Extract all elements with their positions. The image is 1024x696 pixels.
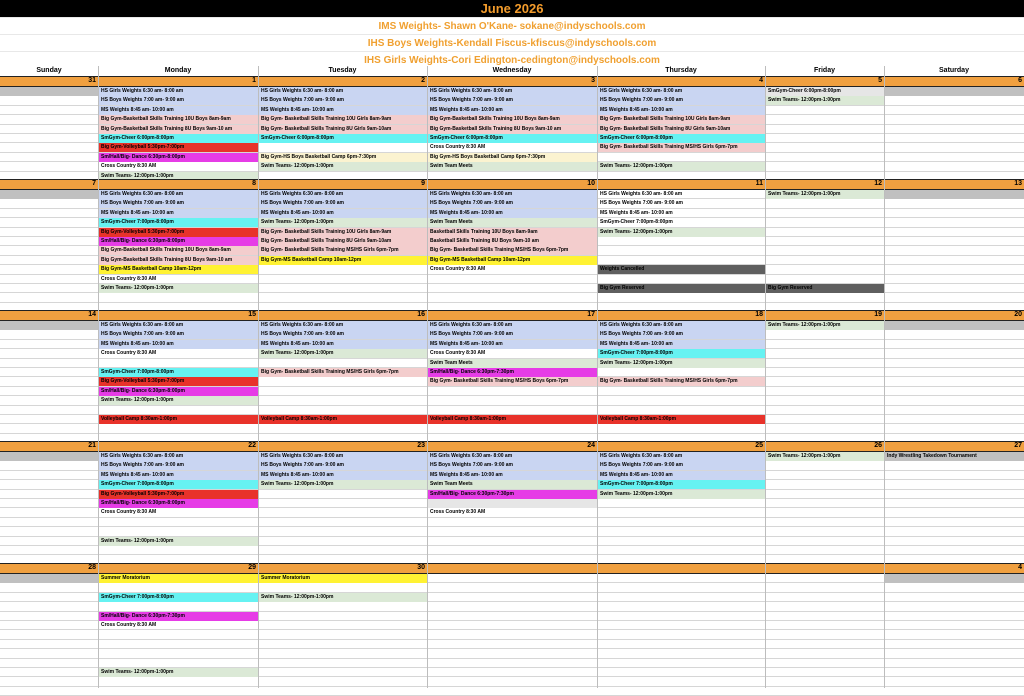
calendar-event[interactable]: Swim Teams- 12:00pm-1:00pm (259, 593, 427, 602)
calendar-event[interactable]: Swim Teams- 12:00pm-1:00pm (766, 190, 884, 199)
calendar-event[interactable]: HS Boys Weights 7:00 am- 9:00 am (428, 199, 597, 208)
calendar-event[interactable]: Volleyball Camp 8:30am-1:00pm (259, 415, 427, 424)
calendar-event[interactable]: HS Girls Weights 6:30 am- 8:00 am (99, 190, 258, 199)
calendar-event[interactable]: Big Gym-HS Boys Basketball Camp 6pm-7:30pm (428, 153, 597, 162)
empty-slot (99, 527, 258, 536)
calendar-event[interactable]: Swim Team Meets (428, 218, 597, 227)
calendar-event[interactable]: Swim Teams- 12:00pm-1:00pm (259, 480, 427, 489)
calendar-event[interactable]: HS Boys Weights 7:00 am- 9:00 am (600, 200, 683, 207)
weekend-shade (0, 87, 98, 96)
calendar-event[interactable]: Big Gym- Basketball Skills Training 10U Girls 8am-9am (259, 228, 427, 237)
calendar-event[interactable]: Sm/Hall/Big- Dance 6:30pm-7:30pm (99, 612, 258, 621)
date-number: 8 (252, 180, 256, 187)
calendar-event[interactable]: Cross Country 8:30 AM (101, 163, 157, 170)
date-number: 22 (248, 442, 256, 449)
calendar-event[interactable]: Big Gym- Basketball Skills Training MS/HS Boys 6pm-7pm (428, 246, 597, 255)
day-header-monday: Monday (164, 67, 192, 74)
calendar-event[interactable]: Sm/Hall/Big- Dance 6:30pm-8:00pm (99, 499, 258, 508)
calendar-event[interactable]: Cross Country 8:30 AM (430, 350, 486, 357)
date-number: 17 (587, 311, 595, 318)
calendar-event[interactable]: Swim Teams- 12:00pm-1:00pm (259, 162, 427, 171)
calendar-event[interactable]: Big Gym-Basketball Skills Training 8U Boys 9am-10 am (99, 256, 258, 265)
calendar-event[interactable]: HS Girls Weights 6:30 am- 8:00 am (600, 191, 683, 197)
empty-slot (259, 583, 427, 592)
calendar-event[interactable]: Swim Teams- 12:00pm-1:00pm (598, 490, 765, 499)
empty-slot (766, 265, 884, 274)
empty-slot (259, 396, 427, 405)
calendar-event[interactable]: Big Gym- Basketball Skills Training 10U Girls 8am-9am (598, 115, 765, 124)
empty-slot (99, 406, 258, 415)
empty-slot (99, 359, 258, 368)
empty-slot (99, 602, 258, 611)
weekend-shade (0, 574, 98, 583)
calendar-event[interactable]: Big Gym-Volleyball 5:30pm-7:00pm (99, 490, 258, 499)
column-divider (884, 66, 885, 688)
date-number: 19 (874, 311, 882, 318)
calendar-event[interactable]: Swim Teams- 12:00pm-1:00pm (598, 359, 765, 368)
calendar-event[interactable]: Swim Teams- 12:00pm-1:00pm (766, 452, 884, 461)
weekend-shade (884, 190, 1024, 199)
calendar-event[interactable]: Big Gym-Basketball Skills Training 8U Boys 9am-10 am (99, 125, 258, 134)
calendar-title: June 2026 (0, 0, 1024, 17)
calendar-event[interactable]: MS Weights 8:45 am- 10:00 am (259, 471, 427, 480)
calendar-event[interactable]: Swim Teams- 12:00pm-1:00pm (766, 321, 884, 330)
calendar-event[interactable]: Sm/Hall/Big- Dance 6:30pm-8:00pm (99, 237, 258, 246)
calendar-event[interactable]: MS Weights 8:45 am- 10:00 am (428, 471, 597, 480)
calendar-event[interactable]: Big Gym-MS Basketball Camp 10am-12pm (259, 256, 427, 265)
calendar-event[interactable]: Cross Country 8:30 AM (430, 144, 486, 151)
date-number: 26 (874, 442, 882, 449)
calendar-event[interactable]: Cross Country 8:30 AM (101, 509, 157, 516)
calendar-event[interactable]: HS Girls Weights 6:30 am- 8:00 am (259, 190, 427, 199)
calendar-event[interactable]: Swim Team Meets (428, 359, 597, 368)
calendar-event[interactable]: Swim Teams- 12:00pm-1:00pm (99, 284, 258, 293)
calendar-event[interactable]: Volleyball Camp 8:30am-1:00pm (428, 415, 597, 424)
date-number: 14 (88, 311, 96, 318)
calendar-event[interactable]: HS Girls Weights 6:30 am- 8:00 am (428, 321, 597, 330)
calendar-event[interactable]: Big Gym- Basketball Skills Training MS/HS Boys 6pm-7pm (428, 377, 597, 386)
calendar-event[interactable]: MS Weights 8:45 am- 10:00 am (259, 209, 427, 218)
date-number: 21 (88, 442, 96, 449)
empty-slot (766, 218, 884, 227)
date-number: 13 (1014, 180, 1022, 187)
calendar-event[interactable]: HS Girls Weights 6:30 am- 8:00 am (598, 452, 765, 461)
column-divider (427, 66, 428, 688)
calendar-event[interactable]: HS Boys Weights 7:00 am- 9:00 am (259, 96, 427, 105)
calendar-event[interactable]: MS Weights 8:45 am- 10:00 am (99, 209, 258, 218)
calendar-event[interactable]: SmGym-Cheer 7:00pm-8:00pm (598, 349, 765, 358)
empty-slot (598, 406, 765, 415)
calendar-event[interactable]: Summer Moratorium (259, 574, 427, 583)
calendar-event[interactable]: MS Weights 8:45 am- 10:00 am (99, 471, 258, 480)
empty-slot (99, 518, 258, 527)
column-divider (98, 66, 99, 688)
calendar-event[interactable]: Swim Teams- 12:00pm-1:00pm (99, 537, 258, 546)
date-number: 25 (755, 442, 763, 449)
date-number: 15 (248, 311, 256, 318)
calendar-event[interactable]: HS Boys Weights 7:00 am- 9:00 am (428, 330, 597, 339)
calendar-event[interactable]: Big Gym-Basketball Skills Training 10U Boys 8am-9am (99, 115, 258, 124)
calendar-event[interactable]: Big Gym-MS Basketball Camp 10am-12pm (99, 265, 258, 274)
calendar-event[interactable]: Swim Teams- 12:00pm-1:00pm (99, 668, 258, 677)
date-number: 6 (1018, 77, 1022, 84)
empty-slot (428, 406, 597, 415)
weekend-shade (884, 321, 1024, 330)
calendar-event[interactable]: Big Gym-Volleyball 5:30pm-7:00pm (99, 228, 258, 237)
empty-slot (99, 659, 258, 668)
empty-slot (99, 649, 258, 658)
calendar-event[interactable]: Swim Teams- 12:00pm-1:00pm (598, 228, 765, 237)
calendar-event[interactable]: Basketball Skills Training 10U Boys 8am-9am (428, 228, 597, 237)
calendar-event[interactable]: MS Weights 8:45 am- 10:00 am (598, 340, 765, 349)
calendar-event[interactable]: Sm/Hall/Big- Dance 6:30pm-8:00pm (99, 387, 258, 396)
date-number: 24 (587, 442, 595, 449)
calendar-event[interactable]: MS Weights 8:45 am- 10:00 am (598, 106, 765, 115)
empty-slot (598, 246, 765, 255)
calendar-event[interactable]: HS Boys Weights 7:00 am- 9:00 am (259, 199, 427, 208)
date-number: 9 (421, 180, 425, 187)
row-divider (0, 433, 1024, 434)
calendar-event[interactable]: HS Girls Weights 6:30 am- 8:00 am (428, 190, 597, 199)
calendar-event[interactable]: Big Gym- Basketball Skills Training MS/HS Girls 6pm-7pm (259, 246, 427, 255)
empty-slot (428, 499, 597, 508)
day-header-friday: Friday (813, 67, 835, 74)
calendar-event[interactable]: Swim Teams- 12:00pm-1:00pm (259, 349, 427, 358)
weekend-shade (884, 574, 1024, 583)
calendar-event[interactable]: SmGym-Cheer 7:00pm-8:00pm (99, 593, 258, 602)
calendar-event[interactable]: Summer Moratorium (99, 574, 258, 583)
row-divider (0, 686, 1024, 687)
date-number: 4 (759, 77, 763, 84)
calendar-event[interactable]: MS Weights 8:45 am- 10:00 am (259, 106, 427, 115)
calendar-event[interactable]: SmGym-Cheer 6:00pm-8:00pm (99, 134, 258, 143)
empty-slot (598, 256, 765, 265)
calendar-event[interactable]: HS Boys Weights 7:00 am- 9:00 am (99, 461, 258, 470)
empty-slot (259, 387, 427, 396)
calendar-event[interactable]: Big Gym-Volleyball 5:30pm-7:00pm (99, 143, 258, 152)
column-divider (597, 66, 598, 688)
calendar-event[interactable]: HS Boys Weights 7:00 am- 9:00 am (428, 96, 597, 105)
calendar-event[interactable]: Swim Team Meets (428, 162, 597, 171)
day-header-wednesday: Wednesday (492, 67, 532, 74)
empty-slot (598, 237, 765, 246)
empty-slot (259, 377, 427, 386)
empty-slot (259, 359, 427, 368)
date-number: 3 (591, 77, 595, 84)
empty-slot (598, 387, 765, 396)
day-header-sunday: Sunday (36, 67, 62, 74)
weekend-shade (0, 452, 98, 461)
date-number: 10 (587, 180, 595, 187)
date-number: 1 (252, 77, 256, 84)
empty-slot (598, 153, 765, 162)
date-number: 30 (417, 564, 425, 571)
date-number: 27 (1014, 442, 1022, 449)
weekend-shade (884, 87, 1024, 96)
calendar-event[interactable]: SmGym-Cheer 7:00pm-8:00pm (99, 218, 258, 227)
calendar-event[interactable]: Volleyball Camp 8:30am-1:00pm (99, 415, 258, 424)
calendar-event[interactable]: SmGym-Cheer 6:00pm-8:00pm (598, 134, 765, 143)
calendar-event[interactable]: SmGym-Cheer 7:00pm-8:00pm (598, 480, 765, 489)
weekend-shade (0, 321, 98, 330)
calendar-event[interactable]: Sm/Hall/Big- Dance 6:30pm-8:00pm (99, 153, 258, 162)
calendar-event[interactable]: MS Weights 8:45 am- 10:00 am (259, 340, 427, 349)
calendar-event[interactable]: Volleyball Camp 8:30am-1:00pm (598, 415, 765, 424)
calendar-event[interactable]: Weights Cancelled (598, 265, 765, 274)
calendar-event[interactable]: Big Gym-Basketball Skills Training 10U Boys 8am-9am (99, 246, 258, 255)
date-number: 2 (421, 77, 425, 84)
calendar-event[interactable]: Cross Country 8:30 AM (101, 275, 157, 282)
calendar-event[interactable]: Swim Teams- 12:00pm-1:00pm (766, 96, 884, 105)
calendar-event[interactable]: MS Weights 8:45 am- 10:00 am (428, 340, 597, 349)
calendar-event[interactable]: Cross Country 8:30 AM (101, 622, 157, 628)
calendar-event[interactable]: MS Weights 8:45 am- 10:00 am (428, 106, 597, 115)
date-number (427, 563, 595, 572)
calendar-event[interactable]: Big Gym- Basketball Skills Training MS/HS Girls 6pm-7pm (598, 377, 765, 386)
empty-slot (598, 396, 765, 405)
day-header-thursday: Thursday (665, 67, 697, 74)
empty-slot (428, 387, 597, 396)
calendar-event[interactable]: SmGym-Cheer 7:00pm-8:00pm (99, 368, 258, 377)
date-number: 4 (1018, 564, 1022, 571)
row-divider (0, 302, 1024, 303)
calendar-event[interactable]: Sm/Hall/Big- Dance 6:30pm-7:30pm (428, 368, 597, 377)
calendar-event[interactable]: HS Boys Weights 7:00 am- 9:00 am (598, 461, 765, 470)
date-number: 12 (874, 180, 882, 187)
column-divider (258, 66, 259, 688)
date-number: 28 (88, 564, 96, 571)
empty-slot (766, 246, 884, 255)
calendar-event[interactable]: HS Girls Weights 6:30 am- 8:00 am (598, 87, 765, 96)
calendar-event[interactable]: HS Boys Weights 7:00 am- 9:00 am (99, 199, 258, 208)
contact-line-ihs-boys: IHS Boys Weights-Kendall Fiscus-kfiscus@indyschools.com (0, 34, 1024, 52)
calendar-event[interactable]: MS Weights 8:45 am- 10:00 am (99, 106, 258, 115)
calendar-event[interactable]: Cross Country 8:30 AM (430, 509, 486, 516)
calendar-event[interactable]: HS Boys Weights 7:00 am- 9:00 am (598, 96, 765, 105)
calendar-event[interactable]: Swim Teams- 12:00pm-1:00pm (598, 162, 765, 171)
empty-slot (259, 143, 427, 152)
calendar-event[interactable]: HS Boys Weights 7:00 am- 9:00 am (99, 330, 258, 339)
calendar-event[interactable]: Swim Teams- 12:00pm-1:00pm (259, 218, 427, 227)
calendar-event[interactable]: Indy Wrestling Takedown Tournament (887, 453, 977, 459)
date-number: 31 (88, 77, 96, 84)
calendar-event[interactable]: HS Girls Weights 6:30 am- 8:00 am (99, 321, 258, 330)
calendar-event[interactable]: Sm/Hall/Big- Dance 6:30pm-7:30pm (428, 490, 597, 499)
calendar-event[interactable]: Swim Teams- 12:00pm-1:00pm (99, 396, 258, 405)
empty-slot (766, 256, 884, 265)
calendar-event[interactable]: Big Gym- Basketball Skills Training MS/HS Girls 6pm-7pm (259, 368, 427, 377)
calendar-event[interactable]: Swim Team Meets (428, 480, 597, 489)
calendar-event[interactable]: Big Gym-Basketball Skills Training 8U Boys 9am-10 am (428, 125, 597, 134)
calendar-event[interactable]: HS Girls Weights 6:30 am- 8:00 am (259, 452, 427, 461)
calendar-event[interactable]: MS Weights 8:45 am- 10:00 am (99, 340, 258, 349)
calendar-event[interactable]: MS Weights 8:45 am- 10:00 am (428, 209, 597, 218)
calendar-event[interactable]: Big Gym- Basketball Skills Training MS/HS Girls 6pm-7pm (598, 143, 765, 152)
calendar-event[interactable]: SmGym-Cheer 6:00pm-8:00pm (766, 87, 884, 96)
empty-slot (766, 237, 884, 246)
calendar-event[interactable]: Cross Country 8:30 AM (430, 266, 486, 273)
date-number: 18 (755, 311, 763, 318)
calendar-event[interactable]: HS Girls Weights 6:30 am- 8:00 am (428, 87, 597, 96)
empty-slot (598, 275, 765, 284)
calendar-event[interactable]: HS Girls Weights 6:30 am- 8:00 am (99, 87, 258, 96)
empty-slot (99, 583, 258, 592)
date-number: 5 (878, 77, 882, 84)
calendar-event[interactable]: HS Girls Weights 6:30 am- 8:00 am (598, 321, 765, 330)
calendar-event[interactable]: SmGym-Cheer 7:00pm-8:00pm (600, 219, 673, 226)
empty-slot (766, 275, 884, 284)
calendar-event[interactable]: HS Girls Weights 6:30 am- 8:00 am (259, 321, 427, 330)
calendar-event[interactable]: HS Boys Weights 7:00 am- 9:00 am (99, 96, 258, 105)
calendar-event[interactable]: Big Gym-MS Basketball Camp 10am-12pm (428, 256, 597, 265)
date-number: 11 (755, 180, 763, 187)
calendar-event[interactable]: Big Gym- Basketball Skills Training 8U Girls 9am-10am (259, 237, 427, 246)
date-number: 23 (417, 442, 425, 449)
calendar-event[interactable]: HS Girls Weights 6:30 am- 8:00 am (259, 87, 427, 96)
date-number (597, 563, 763, 572)
day-header-row (0, 66, 1024, 76)
empty-slot (598, 368, 765, 377)
calendar-event[interactable]: Big Gym-Volleyball 5:30pm-7:00pm (99, 377, 258, 386)
contact-line-ims: IMS Weights- Shawn O'Kane- sokane@indyschools.com (0, 17, 1024, 35)
calendar-event[interactable]: SmGym-Cheer 6:00pm-8:00pm (428, 134, 597, 143)
date-number: 20 (1014, 311, 1022, 318)
day-header-saturday: Saturday (939, 67, 969, 74)
calendar-event[interactable]: Big Gym- Basketball Skills Training 10U Girls 8am-9am (259, 115, 427, 124)
contact-line-ihs-girls: IHS Girls Weights-Cori Edington-cedington@indyschools.com (0, 51, 1024, 69)
calendar-event[interactable]: HS Boys Weights 7:00 am- 9:00 am (428, 461, 597, 470)
calendar-event[interactable]: Big Gym- Basketball Skills Training 8U Girls 9am-10am (259, 125, 427, 134)
date-number: 16 (417, 311, 425, 318)
empty-slot (428, 396, 597, 405)
empty-slot (766, 199, 884, 208)
date-number: 29 (248, 564, 256, 571)
calendar-event[interactable]: Big Gym-HS Boys Basketball Camp 6pm-7:30pm (259, 153, 427, 162)
weekend-shade (0, 190, 98, 199)
column-divider (765, 66, 766, 688)
empty-slot (766, 228, 884, 237)
empty-slot (259, 406, 427, 415)
calendar-event[interactable]: Basketball Skills Training 8U Boys 9am-10 am (428, 237, 597, 246)
calendar-event[interactable]: MS Weights 8:45 am- 10:00 am (600, 209, 673, 216)
calendar-event[interactable]: Big Gym-Basketball Skills Training 10U Boys 8am-9am (428, 115, 597, 124)
calendar-event[interactable]: HS Boys Weights 7:00 am- 9:00 am (259, 330, 427, 339)
calendar-event[interactable]: HS Girls Weights 6:30 am- 8:00 am (99, 452, 258, 461)
calendar-event[interactable]: Cross Country 8:30 AM (101, 350, 157, 357)
calendar-event[interactable]: MS Weights 8:45 am- 10:00 am (598, 471, 765, 480)
calendar-event[interactable]: HS Boys Weights 7:00 am- 9:00 am (259, 461, 427, 470)
calendar-event[interactable]: SmGym-Cheer 7:00pm-8:00pm (99, 480, 258, 489)
calendar-event[interactable]: HS Boys Weights 7:00 am- 9:00 am (598, 330, 765, 339)
calendar-event[interactable]: Big Gym- Basketball Skills Training 8U Girls 9am-10am (598, 125, 765, 134)
row-divider (0, 554, 1024, 555)
date-number: 7 (92, 180, 96, 187)
empty-slot (99, 640, 258, 649)
date-number (765, 563, 882, 572)
empty-slot (99, 630, 258, 639)
calendar-event[interactable]: Big Gym Reserved (598, 284, 765, 293)
empty-slot (766, 209, 884, 218)
day-header-tuesday: Tuesday (328, 67, 357, 74)
calendar-event[interactable]: SmGym-Cheer 6:00pm-8:00pm (259, 134, 427, 143)
calendar-event[interactable]: Big Gym Reserved (766, 284, 884, 293)
calendar-event[interactable]: Swim Teams- 12:00pm-1:00pm (99, 172, 258, 181)
calendar-event[interactable]: HS Girls Weights 6:30 am- 8:00 am (428, 452, 597, 461)
